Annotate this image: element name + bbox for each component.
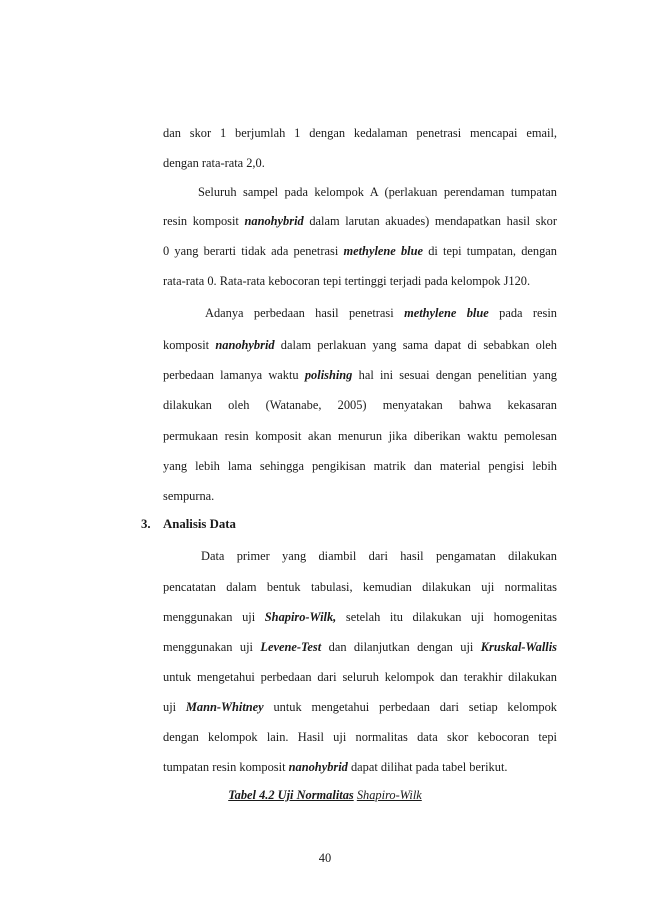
italic-term: polishing	[304, 368, 353, 382]
italic-term: nanohybrid	[288, 760, 348, 774]
paragraph-line: dengan kelompok lain. Hasil uji normalitas data skor kebocoran tepi	[163, 730, 557, 744]
paragraph-line: 0 yang berarti tidak ada penetrasi methylene blue di tepi tumpatan, dengan	[163, 244, 557, 258]
paragraph-line: Adanya perbedaan hasil penetrasi methylene blue pada resin	[205, 306, 558, 320]
paragraph-line: untuk mengetahui perbedaan dari seluruh kelompok dan terakhir dilakukan	[163, 670, 557, 684]
paragraph-line: sempurna.	[163, 489, 215, 503]
italic-term: Mann-Whitney	[185, 700, 264, 714]
paragraph-line: Seluruh sampel pada kelompok A (perlakuan perendaman tumpatan	[198, 185, 557, 199]
paragraph-line: Data primer yang diambil dari hasil pengamatan dilakukan	[201, 549, 557, 563]
italic-term: Shapiro-Wilk,	[264, 610, 337, 624]
caption-italic: Shapiro-Wilk	[356, 788, 422, 802]
paragraph-line: permukaan resin komposit akan menurun jika diberikan waktu pemolesan	[163, 429, 557, 443]
paragraph-line: dengan rata-rata 2,0.	[163, 156, 265, 170]
paragraph-line: menggunakan uji Levene-Test dan dilanjutkan dengan uji Kruskal-Wallis	[163, 640, 557, 654]
page-number: 40	[318, 851, 332, 865]
section-number: 3.	[141, 517, 151, 531]
paragraph-line: yang lebih lama sehingga pengikisan matrik dan material pengisi lebih	[163, 459, 557, 473]
caption-label: Tabel 4.2 Uji Normalitas	[228, 788, 354, 802]
italic-term: nanohybrid	[244, 214, 304, 228]
paragraph-line: resin komposit nanohybrid dalam larutan akuades) mendapatkan hasil skor	[163, 214, 557, 228]
paragraph-line: dilakukan oleh (Watanabe, 2005) menyatakan bahwa kekasaran	[163, 398, 557, 412]
paragraph-line: perbedaan lamanya waktu polishing hal ini sesuai dengan penelitian yang	[163, 368, 557, 382]
paragraph-line: rata-rata 0. Rata-rata kebocoran tepi tertinggi terjadi pada kelompok J120.	[163, 274, 531, 288]
italic-term: nanohybrid	[215, 338, 275, 352]
paragraph-line: komposit nanohybrid dalam perlakuan yang sama dapat di sebabkan oleh	[163, 338, 557, 352]
paragraph-line: pencatatan dalam bentuk tabulasi, kemudian dilakukan uji normalitas	[163, 580, 557, 594]
table-caption	[0, 787, 650, 803]
paragraph-line: tumpatan resin komposit nanohybrid dapat dilihat pada tabel berikut.	[163, 760, 508, 774]
italic-term: methylene blue	[343, 244, 423, 258]
section-heading	[141, 516, 236, 532]
paragraph-line: menggunakan uji Shapiro-Wilk, setelah itu dilakukan uji homogenitas	[163, 610, 558, 624]
paragraph-line: uji Mann-Whitney untuk mengetahui perbedaan dari setiap kelompok	[163, 700, 557, 714]
section-title: Analisis Data	[163, 517, 236, 531]
italic-term: Kruskal-Wallis	[480, 640, 557, 654]
italic-term: methylene blue	[404, 306, 489, 320]
italic-term: Levene-Test	[260, 640, 322, 654]
paragraph-line: dan skor 1 berjumlah 1 dengan kedalaman penetrasi mencapai email,	[163, 126, 557, 140]
